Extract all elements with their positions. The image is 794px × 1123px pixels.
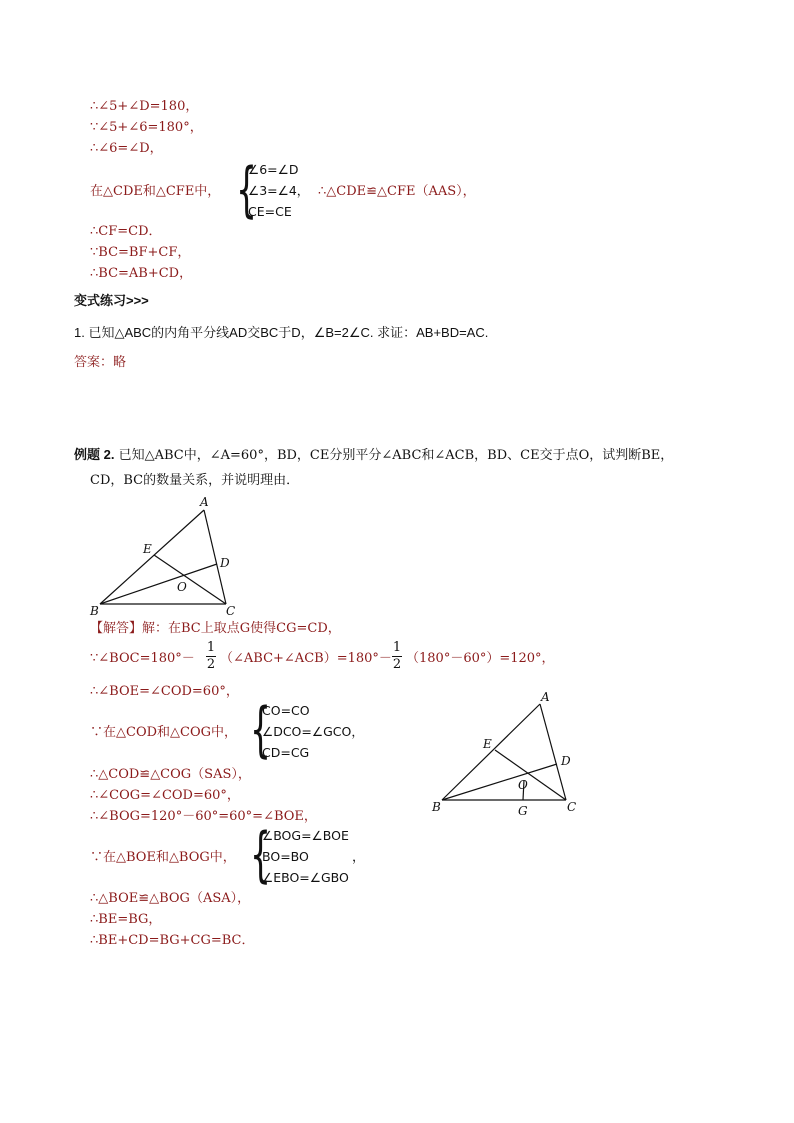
- proof-line-4-prefix: 在△CDE和△CFE中，: [90, 184, 221, 199]
- fig1-label-o: O: [177, 580, 187, 594]
- system-2-row-2: ∠DCO=∠GCO，: [262, 724, 364, 739]
- proof-line-6: ∵BC=BF+CF，: [90, 245, 191, 260]
- fig2-segment-bd: [442, 764, 557, 800]
- brace-symbol: {: [250, 695, 272, 765]
- solution-line-6: ∴∠COG=∠COD=60°，: [90, 788, 240, 803]
- practice-heading: 变式练习>>>: [74, 293, 149, 308]
- proof-line-4-suffix: ∴△CDE≌△CFE（AAS），: [318, 184, 476, 199]
- solution-line-1: [90, 621, 341, 637]
- system-3-row-1: ∠BOG=∠BOE: [262, 828, 349, 843]
- fig2-label-d: D: [561, 754, 571, 768]
- fig2-segment-og: [523, 780, 524, 800]
- fig2-side-ab: [442, 704, 540, 800]
- example-2-label: 例题 2.: [74, 447, 115, 462]
- practice-question: 1. 已知△ABC的内角平分线AD交BC于D，∠B=2∠C. 求证：AB+BD=AC.: [74, 325, 489, 340]
- fig2-label-a: A: [541, 690, 550, 704]
- example-2-line-1: [74, 447, 673, 464]
- solution-line-4-prefix: ∵在△COD和△COG中，: [90, 725, 238, 740]
- solution-text-1: 解：在BC上取点G使得CG=CD，: [142, 621, 341, 636]
- equation-system-1: [248, 159, 309, 222]
- equation-system-2: [262, 700, 364, 763]
- solution-line-5: ∴△COD≌△COG（SAS），: [90, 767, 251, 782]
- system-2-row-3: CD=CG: [262, 745, 310, 760]
- system-1-row-1: ∠6=∠D: [248, 162, 299, 177]
- fig2-label-g: G: [518, 804, 528, 818]
- solution-tag: 【解答】: [90, 621, 143, 636]
- fig2-segment-ce: [495, 750, 566, 800]
- fraction-1: [206, 641, 216, 672]
- fig1-label-b: B: [90, 604, 99, 618]
- system-3-comma: ，: [352, 850, 366, 865]
- fig1-side-ac: [204, 510, 226, 604]
- fraction-1-numerator: 1: [206, 640, 216, 655]
- proof-line-7: ∴BC=AB+CD，: [90, 266, 193, 281]
- fig1-label-a: A: [200, 495, 209, 509]
- fig2-label-b: B: [432, 800, 441, 814]
- fig2-side-ac: [540, 704, 566, 800]
- fig1-side-ab: [100, 510, 204, 604]
- solution-line-7: ∴∠BOG=120°－60°=60°=∠BOE，: [90, 809, 317, 824]
- example-2-line-2: CD，BC的数量关系，并说明理由．: [90, 473, 300, 488]
- solution-line-2b: （∠ABC+∠ACB）=180°－: [220, 651, 392, 666]
- fig1-label-e: E: [143, 542, 152, 556]
- system-1-row-3: CE=CE: [248, 204, 292, 219]
- system-3-row-3: ∠EBO=∠GBO: [262, 870, 349, 885]
- fraction-2-numerator: 1: [392, 640, 402, 655]
- fig1-segment-ce: [154, 555, 226, 604]
- example-2-text-1: 已知△ABC中，∠A=60°，BD，CE分别平分∠ABC和∠ACB，BD、CE交于点O，试判断BE，: [118, 448, 674, 463]
- solution-line-11: ∴BE+CD=BG+CG=BC．: [90, 933, 255, 948]
- proof-line-1: ∴∠5+∠D=180，: [90, 99, 199, 114]
- fig2-label-o: O: [518, 778, 528, 792]
- fig1-label-c: C: [226, 604, 236, 618]
- solution-line-3: ∴∠BOE=∠COD=60°，: [90, 684, 239, 699]
- fig2-label-e: E: [483, 737, 492, 751]
- practice-answer: 答案：略: [74, 354, 127, 369]
- solution-line-10: ∴BE=BG，: [90, 912, 162, 927]
- system-2-row-1: CO=CO: [262, 703, 310, 718]
- fraction-1-denominator: 2: [206, 657, 216, 672]
- solution-line-9: ∴△BOE≌△BOG（ASA），: [90, 891, 251, 906]
- proof-line-2: ∵∠5+∠6=180°，: [90, 120, 203, 135]
- fraction-2-denominator: 2: [392, 657, 402, 672]
- fraction-2: [392, 641, 402, 672]
- system-1-row-2: ∠3=∠4，: [248, 183, 310, 198]
- fig2-label-c: C: [567, 800, 577, 814]
- equation-system-3: [262, 825, 349, 888]
- brace-symbol: {: [236, 155, 258, 225]
- proof-line-3: ∴∠6=∠D，: [90, 141, 163, 156]
- solution-line-8-prefix: ∵在△BOE和△BOG中，: [90, 850, 236, 865]
- fig1-label-d: D: [220, 556, 230, 570]
- brace-symbol: {: [250, 820, 272, 890]
- system-3-row-2: BO=BO: [262, 849, 309, 864]
- fig1-segment-bd: [100, 564, 217, 604]
- solution-line-2c: （180°－60°）=120°，: [406, 651, 555, 666]
- proof-line-5: ∴CF=CD．: [90, 224, 162, 239]
- solution-line-2a: ∵∠BOC=180°－: [90, 651, 195, 666]
